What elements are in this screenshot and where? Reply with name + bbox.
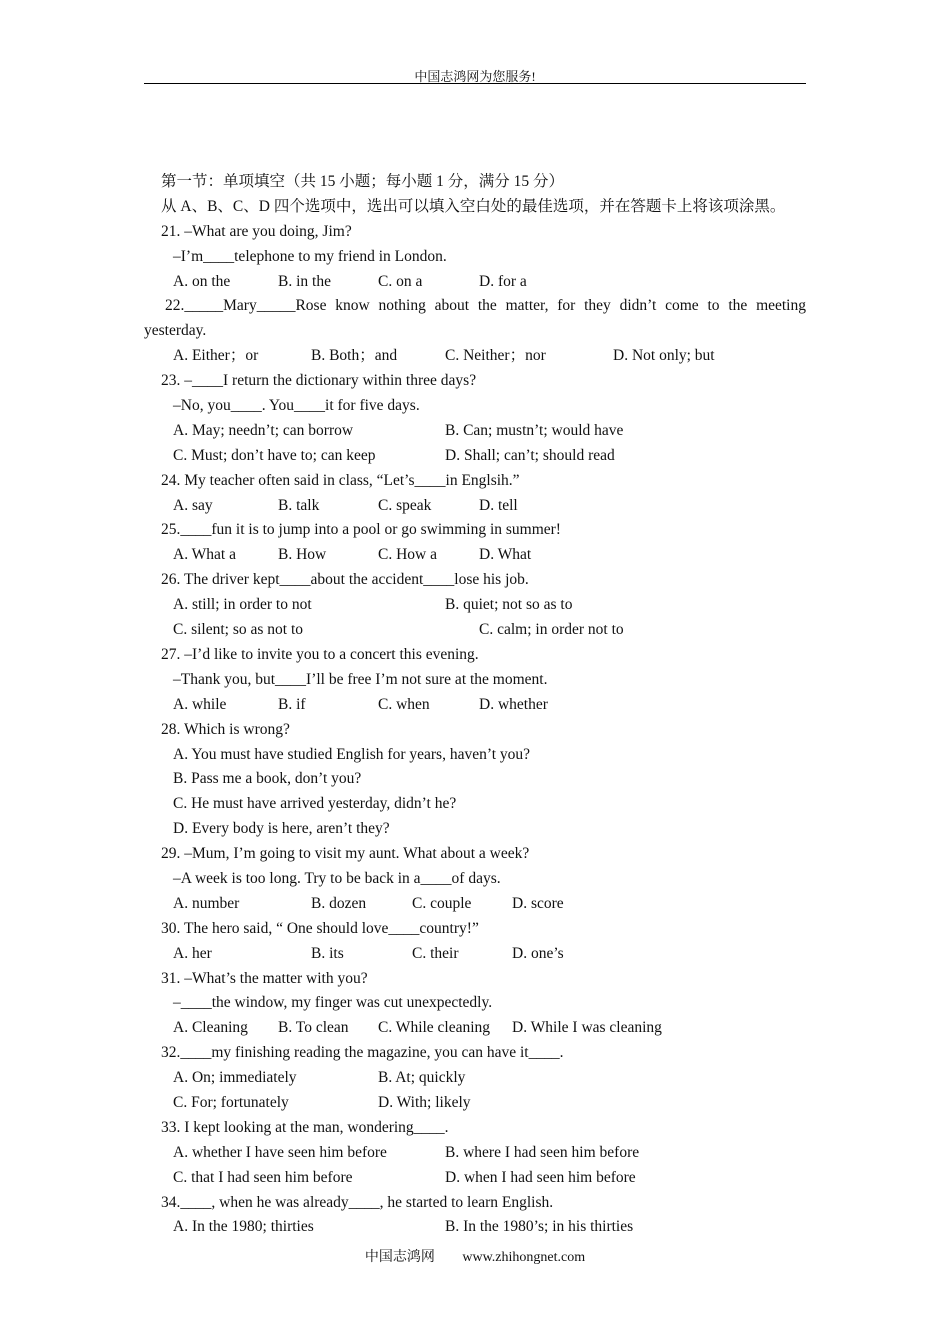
- question-21-stem: 21. –What are you doing, Jim?: [161, 222, 352, 240]
- option-a[interactable]: A. You must have studied English for years, haven’t you?: [173, 745, 531, 763]
- option-d[interactable]: D. for a: [479, 272, 527, 290]
- question-22-options: [144, 344, 806, 369]
- question-26-stem: 26. The driver kept____about the accident____lose his job.: [161, 571, 529, 589]
- option-b[interactable]: B. How: [278, 546, 327, 564]
- option-b[interactable]: B. Pass me a book, don’t you?: [173, 770, 362, 788]
- option-c[interactable]: C. Must; don’t have to; can keep: [173, 446, 376, 464]
- question-33-options-row1: [144, 1141, 806, 1166]
- option-d[interactable]: D. when I had seen him before: [445, 1168, 636, 1186]
- option-d[interactable]: D. Every body is here, aren’t they?: [173, 820, 390, 838]
- option-a[interactable]: A. still; in order to not: [173, 596, 312, 614]
- option-d[interactable]: D. tell: [479, 496, 518, 514]
- option-a[interactable]: A. whether I have seen him before: [173, 1143, 387, 1161]
- option-c[interactable]: C. While cleaning: [378, 1019, 491, 1037]
- option-c[interactable]: C. that I had seen him before: [173, 1168, 353, 1186]
- question-33-options-row2: [144, 1166, 806, 1191]
- question-23-options-row2: [144, 444, 806, 469]
- option-b[interactable]: B. its: [311, 944, 344, 962]
- question-24-options: [144, 494, 806, 519]
- question-23-stem: 23. –____I return the dictionary within three days?: [161, 372, 477, 390]
- footer-site-name: 中国志鸿网: [364, 1250, 435, 1265]
- question-27-options: [144, 693, 806, 718]
- question-24-stem: 24. My teacher often said in class, “Let’s____in Englsih.”: [161, 471, 520, 489]
- option-b[interactable]: B. where I had seen him before: [445, 1143, 640, 1161]
- page-footer: [0, 1246, 950, 1266]
- question-32-options-row1: [144, 1066, 806, 1091]
- option-a[interactable]: A. On; immediately: [173, 1069, 297, 1087]
- header-divider: [144, 83, 806, 84]
- question-34-options-row1: [144, 1215, 806, 1240]
- option-a[interactable]: A. Cleaning: [173, 1019, 248, 1037]
- option-d[interactable]: D. Shall; can’t; should read: [445, 446, 615, 464]
- question-29-stem: 29. –Mum, I’m going to visit my aunt. What about a week?: [161, 845, 530, 863]
- option-c[interactable]: C. For; fortunately: [173, 1093, 289, 1111]
- option-b[interactable]: B. Both；and: [311, 347, 398, 365]
- option-a[interactable]: A. on the: [173, 272, 231, 290]
- section-title: 第一节：单项填空（共 15 小题；每小题 1 分，满分 15 分）: [161, 173, 565, 190]
- option-d[interactable]: D. score: [512, 894, 564, 912]
- option-a[interactable]: A. number: [173, 894, 240, 912]
- option-a[interactable]: A. say: [173, 496, 213, 514]
- question-29-reply: –A week is too long. Try to be back in a____of days.: [173, 869, 501, 887]
- question-25-options: [144, 543, 806, 568]
- option-c[interactable]: C. How a: [378, 546, 437, 564]
- question-21-reply: –I’m____telephone to my friend in London.: [173, 247, 447, 265]
- section-instruction: 从 A、B、C、D 四个选项中，选出可以填入空白处的最佳选项，并在答题卡上将该项涂黑。: [161, 197, 786, 215]
- option-c[interactable]: C. He must have arrived yesterday, didn’t he?: [173, 795, 457, 813]
- question-31-reply: –____the window, my finger was cut unexpectedly.: [173, 994, 493, 1012]
- question-21-options: [144, 270, 806, 295]
- option-a[interactable]: A. In the 1980; thirties: [173, 1218, 314, 1236]
- option-b[interactable]: B. At; quickly: [378, 1069, 466, 1087]
- option-d[interactable]: D. What: [479, 546, 532, 564]
- option-a[interactable]: A. May; needn’t; can borrow: [173, 421, 354, 439]
- question-section: [144, 170, 806, 1240]
- option-b[interactable]: B. if: [278, 695, 306, 713]
- question-32-stem: 32.____my finishing reading the magazine, you can have it____.: [161, 1044, 564, 1062]
- footer-site-url[interactable]: www.zhihongnet.com: [462, 1250, 586, 1265]
- question-30-stem: 30. The hero said, “ One should love____country!”: [161, 919, 479, 937]
- option-b[interactable]: B. quiet; not so as to: [445, 596, 573, 614]
- question-23-options-row1: [144, 419, 806, 444]
- question-27-stem: 27. –I’d like to invite you to a concert this evening.: [161, 645, 479, 663]
- page-header: 中国志鸿网为您服务!: [414, 69, 536, 84]
- option-d[interactable]: D. whether: [479, 695, 548, 713]
- option-c[interactable]: C. couple: [412, 894, 472, 912]
- question-30-options: [144, 942, 806, 967]
- question-26-options-row2: [144, 618, 806, 643]
- question-27-reply: –Thank you, but____I’ll be free I’m not sure at the moment.: [173, 670, 548, 688]
- option-c[interactable]: C. when: [378, 695, 430, 713]
- option-b[interactable]: B. In the 1980’s; in his thirties: [445, 1218, 634, 1236]
- question-32-options-row2: [144, 1091, 806, 1116]
- option-d[interactable]: D. Not only; but: [613, 347, 715, 365]
- option-a[interactable]: A. her: [173, 944, 212, 962]
- option-c[interactable]: C. Neither；nor: [445, 347, 546, 365]
- question-33-stem: 33. I kept looking at the man, wondering____.: [161, 1118, 449, 1136]
- option-a[interactable]: A. What a: [173, 546, 236, 564]
- option-b[interactable]: B. in the: [278, 272, 331, 290]
- option-b[interactable]: B. To clean: [278, 1019, 349, 1037]
- option-b[interactable]: B. Can; mustn’t; would have: [445, 421, 624, 439]
- option-a[interactable]: A. Either；or: [173, 347, 259, 365]
- question-34-stem: 34.____, when he was already____, he started to learn English.: [161, 1193, 554, 1211]
- option-c[interactable]: C. their: [412, 944, 459, 962]
- question-22-stem: 22._____Mary_____Rose know nothing about the matter, for they didn’t come to the meeting yesterday.: [144, 297, 806, 340]
- option-d[interactable]: D. With; likely: [378, 1093, 471, 1111]
- option-d[interactable]: D. one’s: [512, 944, 564, 962]
- option-a[interactable]: A. while: [173, 695, 227, 713]
- question-29-options: [144, 892, 806, 917]
- question-26-options-row1: [144, 593, 806, 618]
- question-31-options: [144, 1016, 806, 1041]
- option-d[interactable]: C. calm; in order not to: [479, 621, 624, 639]
- question-25-stem: 25.____fun it is to jump into a pool or go swimming in summer!: [161, 521, 561, 539]
- option-d[interactable]: D. While I was cleaning: [512, 1019, 662, 1037]
- option-b[interactable]: B. talk: [278, 496, 320, 514]
- option-b[interactable]: B. dozen: [311, 894, 367, 912]
- question-23-reply: –No, you____. You____it for five days.: [173, 397, 420, 415]
- option-c[interactable]: C. speak: [378, 496, 432, 514]
- question-31-stem: 31. –What’s the matter with you?: [161, 969, 368, 987]
- option-c[interactable]: C. on a: [378, 272, 423, 290]
- question-28-stem: 28. Which is wrong?: [161, 720, 290, 738]
- option-c[interactable]: C. silent; so as not to: [173, 621, 304, 639]
